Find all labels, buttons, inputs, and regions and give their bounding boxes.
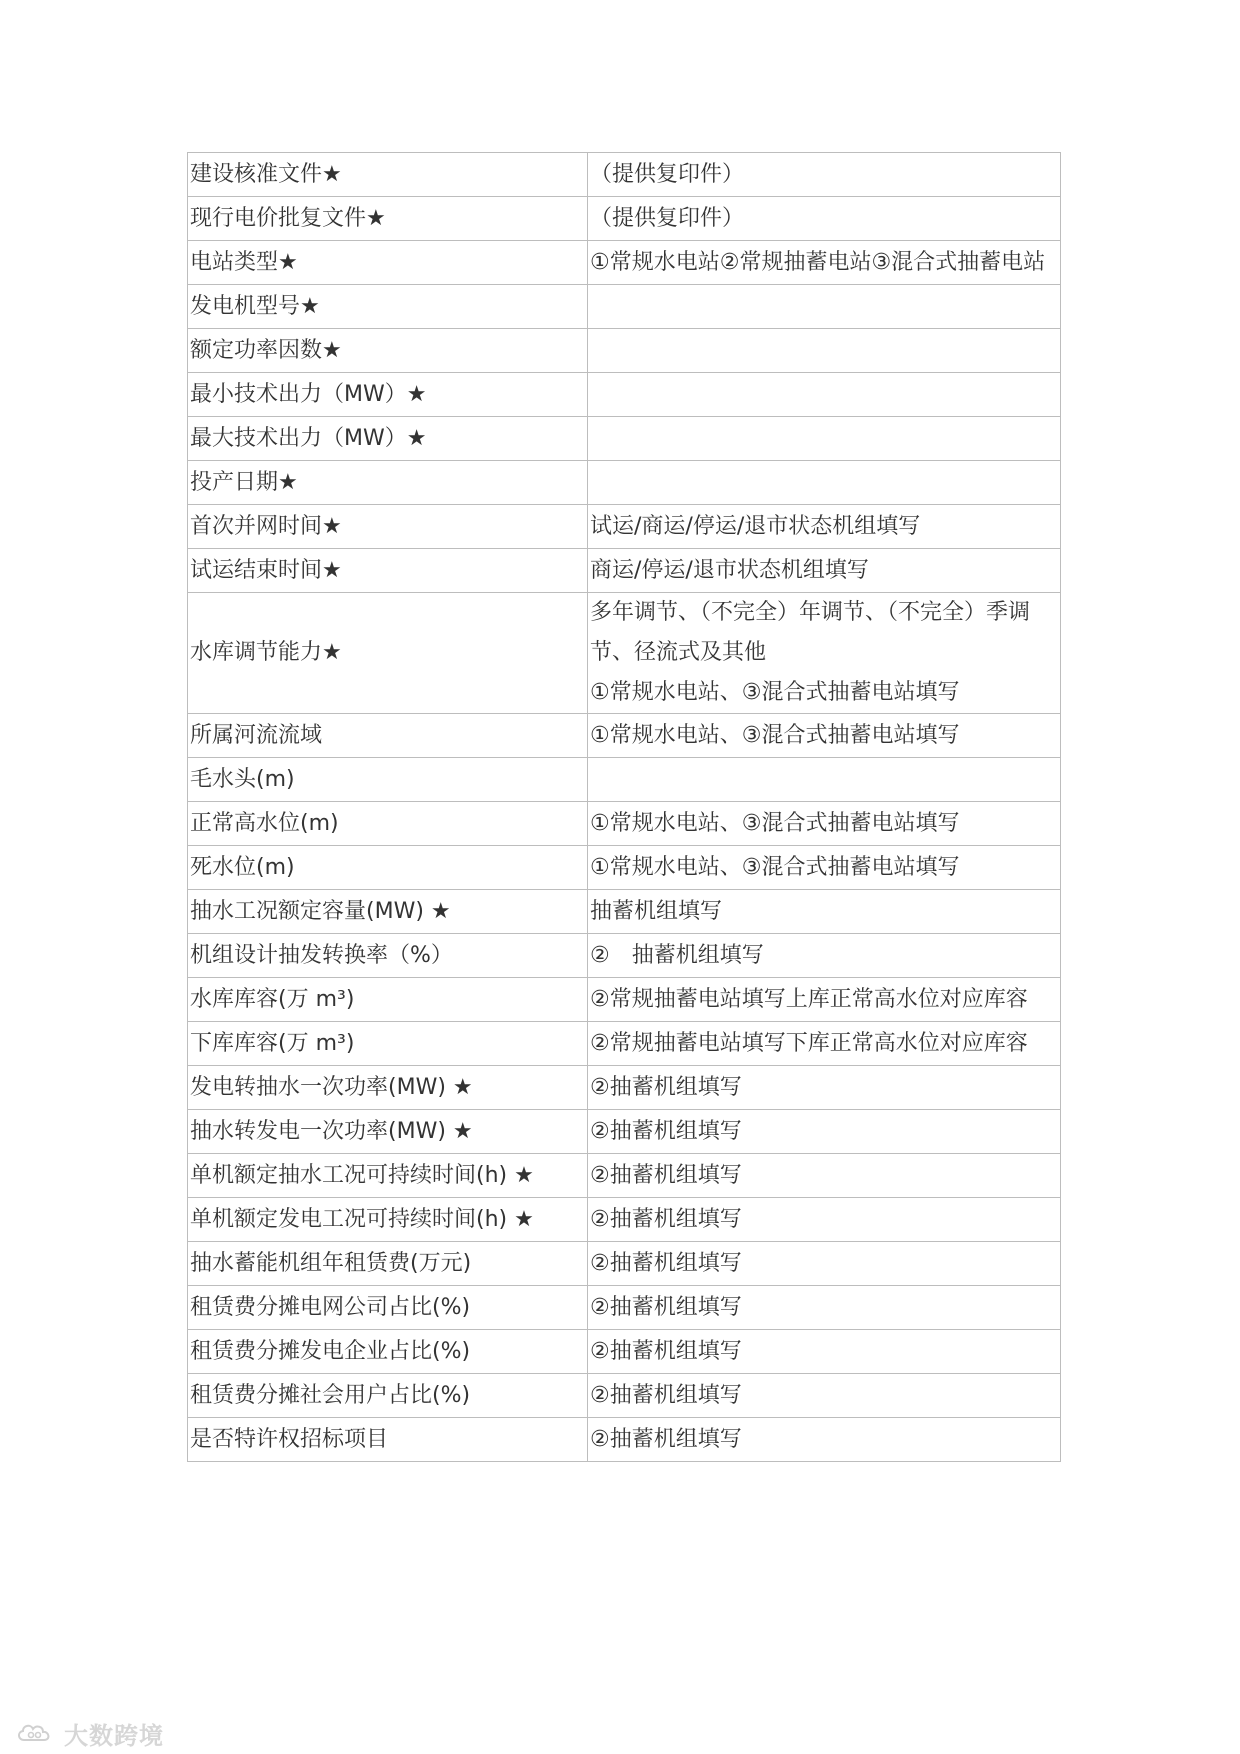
field-label: 机组设计抽发转换率（%） (188, 934, 588, 978)
field-value (588, 285, 1061, 329)
field-value: ②抽蓄机组填写 (588, 1198, 1061, 1242)
field-label: 最小技术出力（MW）★ (188, 373, 588, 417)
field-label: 发电机型号★ (188, 285, 588, 329)
field-label: 单机额定抽水工况可持续时间(h) ★ (188, 1154, 588, 1198)
table-row (188, 1418, 1061, 1462)
table-row (188, 505, 1061, 549)
field-label: 水库库容(万 m³) (188, 978, 588, 1022)
table-row (188, 329, 1061, 373)
field-value (588, 461, 1061, 505)
table-row (188, 846, 1061, 890)
field-label: 抽水转发电一次功率(MW) ★ (188, 1110, 588, 1154)
field-value: 多年调节、（不完全）年调节、（不完全）季调节、径流式及其他 ①常规水电站、③混合式抽蓄电站填写 (588, 593, 1061, 714)
field-value: ②常规抽蓄电站填写上库正常高水位对应库容 (588, 978, 1061, 1022)
field-value: ②抽蓄机组填写 (588, 1330, 1061, 1374)
field-label: 建设核准文件★ (188, 153, 588, 197)
field-value: 试运/商运/停运/退市状态机组填写 (588, 505, 1061, 549)
field-value: ②抽蓄机组填写 (588, 1110, 1061, 1154)
table-row (188, 285, 1061, 329)
table-row (188, 714, 1061, 758)
field-value (588, 373, 1061, 417)
table-row (188, 1066, 1061, 1110)
field-label: 电站类型★ (188, 241, 588, 285)
field-label: 所属河流流域 (188, 714, 588, 758)
unit-info-table (187, 152, 1061, 1462)
field-value: ①常规水电站②常规抽蓄电站③混合式抽蓄电站 (588, 241, 1061, 285)
table-row (188, 549, 1061, 593)
field-value: ②常规抽蓄电站填写下库正常高水位对应库容 (588, 1022, 1061, 1066)
field-value: ② 抽蓄机组填写 (588, 934, 1061, 978)
field-value: ①常规水电站、③混合式抽蓄电站填写 (588, 802, 1061, 846)
table-row (188, 802, 1061, 846)
table-row (188, 934, 1061, 978)
table-row (188, 758, 1061, 802)
field-label: 租赁费分摊社会用户占比(%) (188, 1374, 588, 1418)
field-label: 租赁费分摊电网公司占比(%) (188, 1286, 588, 1330)
field-value (588, 417, 1061, 461)
field-label: 投产日期★ (188, 461, 588, 505)
table-row (188, 1286, 1061, 1330)
field-value: 商运/停运/退市状态机组填写 (588, 549, 1061, 593)
field-label: 抽水蓄能机组年租赁费(万元) (188, 1242, 588, 1286)
table-row (188, 890, 1061, 934)
field-label: 租赁费分摊发电企业占比(%) (188, 1330, 588, 1374)
field-value: （提供复印件） (588, 197, 1061, 241)
field-label: 现行电价批复文件★ (188, 197, 588, 241)
field-value: 抽蓄机组填写 (588, 890, 1061, 934)
table-body (188, 153, 1061, 1462)
field-value: ②抽蓄机组填写 (588, 1374, 1061, 1418)
table-row (188, 1022, 1061, 1066)
field-label: 正常高水位(m) (188, 802, 588, 846)
field-label: 单机额定发电工况可持续时间(h) ★ (188, 1198, 588, 1242)
table-row (188, 1110, 1061, 1154)
field-value: ①常规水电站、③混合式抽蓄电站填写 (588, 714, 1061, 758)
field-value (588, 329, 1061, 373)
field-label: 下库库容(万 m³) (188, 1022, 588, 1066)
field-label: 额定功率因数★ (188, 329, 588, 373)
field-label: 试运结束时间★ (188, 549, 588, 593)
field-label: 死水位(m) (188, 846, 588, 890)
table-row (188, 197, 1061, 241)
watermark (14, 1718, 164, 1748)
watermark-text: 大数跨境 (64, 1721, 164, 1750)
field-label: 发电转抽水一次功率(MW) ★ (188, 1066, 588, 1110)
field-value: ②抽蓄机组填写 (588, 1242, 1061, 1286)
field-label: 水库调节能力★ (188, 593, 588, 714)
table-row (188, 978, 1061, 1022)
cloud-logo-icon (14, 1720, 58, 1746)
field-value: ①常规水电站、③混合式抽蓄电站填写 (588, 846, 1061, 890)
table-row (188, 1330, 1061, 1374)
field-value: （提供复印件） (588, 153, 1061, 197)
table-row (188, 1242, 1061, 1286)
table-row (188, 1374, 1061, 1418)
table-row (188, 1198, 1061, 1242)
field-label: 最大技术出力（MW）★ (188, 417, 588, 461)
field-label: 首次并网时间★ (188, 505, 588, 549)
field-value: ②抽蓄机组填写 (588, 1066, 1061, 1110)
table-row (188, 373, 1061, 417)
table-row (188, 593, 1061, 714)
table-row (188, 241, 1061, 285)
field-label: 抽水工况额定容量(MW) ★ (188, 890, 588, 934)
field-label: 是否特许权招标项目 (188, 1418, 588, 1462)
field-value: ②抽蓄机组填写 (588, 1154, 1061, 1198)
field-label: 毛水头(m) (188, 758, 588, 802)
table-row (188, 153, 1061, 197)
field-value: ②抽蓄机组填写 (588, 1418, 1061, 1462)
table-row (188, 417, 1061, 461)
field-value: ②抽蓄机组填写 (588, 1286, 1061, 1330)
table-row (188, 1154, 1061, 1198)
table-row (188, 461, 1061, 505)
field-value (588, 758, 1061, 802)
